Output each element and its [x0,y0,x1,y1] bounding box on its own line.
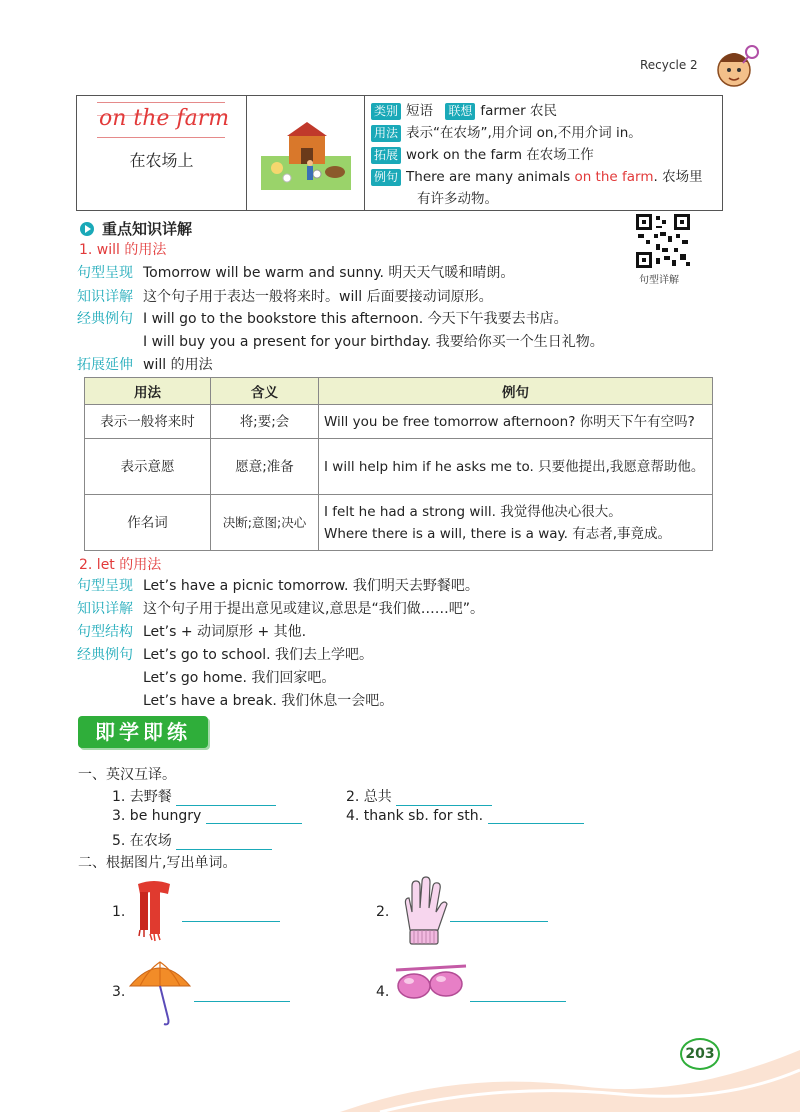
picture-question-number: 2. [376,904,390,920]
section-title [80,218,192,239]
vocab-info-row [371,122,716,144]
table-cell-line: Where there is a will, there is a way. 有志者,事竟成。 [324,525,671,542]
let-row [77,644,373,664]
table-cell: 愿意;准备 [211,439,319,495]
table-row [85,495,713,551]
vocab-info-row [371,100,716,122]
vocab-word-cell [77,96,247,210]
picture-question-number: 3. [112,984,126,1000]
answer-blank[interactable] [194,988,290,1002]
answer-blank[interactable] [396,792,492,806]
tag-category: 类别 [371,103,401,120]
vocab-word: on the farm [99,106,230,131]
picture-question-number: 1. [112,904,126,920]
usage-text: 表示“在农场”,用介词 on,不用介词 in。 [406,125,642,141]
row-label: 句型呈现 [77,578,133,594]
let-row [77,667,335,687]
let-row [77,575,479,595]
tag-association: 联想 [445,103,475,120]
row-label: 句型结构 [77,624,133,640]
let-row [77,598,484,618]
table-cell [319,495,713,551]
question-text: 3. be hungry [112,808,202,824]
practice-banner: 即学即练 [78,716,208,748]
tag-extension: 拓展 [371,147,401,164]
tag-usage: 用法 [371,125,401,142]
footer-wave [340,1030,800,1112]
answer-blank[interactable] [470,988,566,1002]
row-text: Let’s + 动词原形 + 其他. [143,624,307,640]
row-label: 经典例句 [77,311,133,327]
answer-blank[interactable] [450,908,548,922]
table-header: 用法 [85,378,211,405]
vocab-meaning: 在农场上 [129,151,194,170]
sunglasses-icon [394,962,468,1008]
vocab-info-row [371,166,716,188]
let-row [77,690,393,710]
table-cell-line: I felt he had a strong will. 我觉得他决心很大。 [324,503,622,520]
section-title-text: 重点知识详解 [102,220,193,238]
play-icon [80,222,94,236]
will-row [77,331,604,351]
picture-question-number: 4. [376,984,390,1000]
row-label: 句型呈现 [77,265,133,281]
category-text: 短语 [406,103,434,119]
question-item [112,808,302,824]
will-row [77,308,568,328]
row-text: will 的用法 [143,357,213,373]
scarf-icon [128,878,180,944]
example-continuation: 有许多动物。 [417,191,498,207]
table-row [85,405,713,439]
will-row [77,262,514,282]
answer-blank[interactable] [176,836,272,850]
tag-example: 例句 [371,169,401,186]
vocab-info [365,96,722,210]
row-text: I will buy you a present for your birthday. 我要给你买一个生日礼物。 [143,334,604,350]
row-text: Let’s have a break. 我们休息一会吧。 [143,693,394,709]
will-usage-table [84,377,713,551]
row-text: Let’s have a picnic tomorrow. 我们明天去野餐吧。 [143,578,479,594]
question-item [112,786,276,806]
row-text: 这个句子用于提出意见或建议,意思是“我们做……吧”。 [143,601,484,617]
row-label: 经典例句 [77,647,133,663]
answer-blank[interactable] [182,908,280,922]
table-header: 例句 [319,378,713,405]
will-row [77,286,493,306]
let-row [77,621,306,641]
question-text: 5. 在农场 [112,833,172,849]
glove-icon [396,876,452,948]
row-label: 拓展延伸 [77,357,133,373]
part1-title: 一、英汉互译。 [78,767,176,783]
table-cell: I will help him if he asks me to. 只要他提出,我愿意帮助他。 [319,439,713,495]
example-post: . 农场里 [653,169,703,185]
table-cell: 将;要;会 [211,405,319,439]
row-label: 知识详解 [77,601,133,617]
answer-blank[interactable] [176,792,276,806]
table-header-row [85,378,713,405]
umbrella-icon [128,956,192,1028]
will-section-title: 1. will 的用法 [79,242,167,258]
table-cell: 表示意愿 [85,439,211,495]
will-row [77,354,213,374]
part2-title: 二、根据图片,写出单词。 [78,855,237,871]
answer-blank[interactable] [206,810,302,824]
row-text: Tomorrow will be warm and sunny. 明天天气暖和晴朗。 [143,265,515,281]
question-item [112,830,272,850]
let-section-title: 2. let 的用法 [79,557,162,573]
row-text: I will go to the bookstore this afternoon. 今天下午我要去书店。 [143,311,568,327]
vocab-card [76,95,723,211]
mascot-illustration [712,40,762,95]
qr-label: 句型详解 [639,275,679,286]
question-item [346,786,492,806]
table-cell: 决断;意图;决心 [211,495,319,551]
farm-picture [247,96,365,212]
table-header: 含义 [211,378,319,405]
farm-illustration [247,96,365,210]
row-label: 知识详解 [77,289,133,305]
vocab-info-row [371,144,716,166]
extension-text: work on the farm 在农场工作 [406,147,594,163]
table-cell: 作名词 [85,495,211,551]
question-item [346,808,584,824]
table-row [85,439,713,495]
row-text: 这个句子用于表达一般将来时。will 后面要接动词原形。 [143,289,493,305]
table-cell: 表示一般将来时 [85,405,211,439]
row-text: Let’s go home. 我们回家吧。 [143,670,336,686]
example-pre: There are many animals [406,169,575,185]
question-text: 1. 去野餐 [112,789,172,805]
answer-blank[interactable] [488,810,584,824]
association-text: farmer 农民 [480,103,557,119]
row-text: Let’s go to school. 我们去上学吧。 [143,647,374,663]
example-highlight: on the farm [574,169,654,185]
table-cell: Will you be free tomorrow afternoon? 你明天下午有空吗? [319,405,713,439]
question-text: 2. 总共 [346,789,392,805]
question-text: 4. thank sb. for sth. [346,808,484,824]
chapter-header: Recycle 2 [640,58,698,72]
page-number: 203 [680,1038,720,1070]
qr-code-icon[interactable] [636,214,690,268]
